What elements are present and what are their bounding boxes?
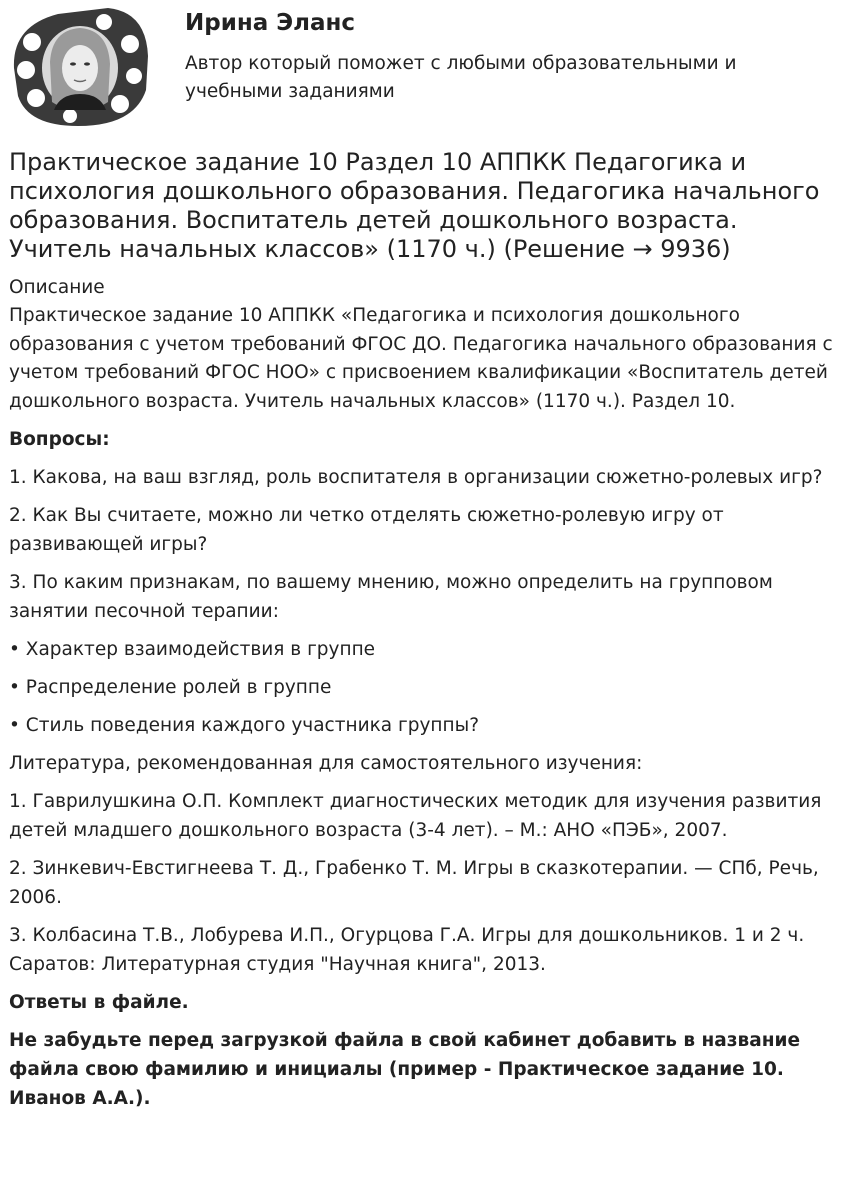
questions-heading: Вопросы: [9,429,110,450]
answers-note: Ответы в файле. [9,992,189,1013]
description-label: Описание [9,277,105,298]
author-avatar[interactable] [8,6,150,128]
film-reel-avatar-image [8,6,150,128]
author-name[interactable]: Ирина Эланс [185,10,356,36]
question-item: 1. Какова, на ваш взгляд, роль воспитателя в организации сюжетно-ролевых игр? [9,467,823,488]
task-content [9,148,841,1113]
question-item: 3. По каким признакам, по вашему мнению, можно определить на групповом занятии песочной терапии: [9,572,773,622]
upload-reminder: Не забудьте перед загрузкой файла в свой кабинет добавить в название файла свою фамилию и инициалы (пример - Практическое задание 10. Иванов А.А.). [9,1030,801,1109]
literature-item: 2. Зинкевич-Евстигнеева Т. Д., Грабенко Т. М. Игры в сказкотерапии. — СПб, Речь, 2006. [9,858,819,908]
page-title: Практическое задание 10 Раздел 10 АППКК Педагогика и психология дошкольного образования. Педагогика начального образования. Воспитатель детей дошкольного возраста. Учитель начальных классов» (1170 ч.) (Решение → 9936) [9,148,820,263]
literature-item: 1. Гаврилушкина О.П. Комплект диагностических методик для изучения развития детей младшего дошкольного возраста (3-4 лет). – М.: АНО «ПЭБ», 2007. [9,791,822,841]
description-text: Практическое задание 10 АППКК «Педагогика и психология дошкольного образования с учетом требований ФГОС ДО. Педагогика начального образования с учетом требований ФГОС НОО» с присвоением квалификации «Воспитатель детей дошкольного возраста. Учитель начальных классов» (1170 ч.). Раздел 10. [9,305,833,412]
bullet-item: • Характер взаимодействия в группе [9,639,376,660]
author-description: Автор который поможет с любыми образовательными и учебными заданиями [185,53,737,102]
author-header [0,0,847,140]
bullet-item: • Распределение ролей в группе [9,677,332,698]
question-item: 2. Как Вы считаете, можно ли четко отделять сюжетно-ролевую игру от развивающей игры? [9,505,724,555]
bullet-item: • Стиль поведения каждого участника группы? [9,715,480,736]
literature-heading: Литература, рекомендованная для самостоятельного изучения: [9,753,643,774]
literature-item: 3. Колбасина Т.В., Лобурева И.П., Огурцова Г.А. Игры для дошкольников. 1 и 2 ч. Саратов: Литературная студия "Научная книга", 2013. [9,925,805,975]
